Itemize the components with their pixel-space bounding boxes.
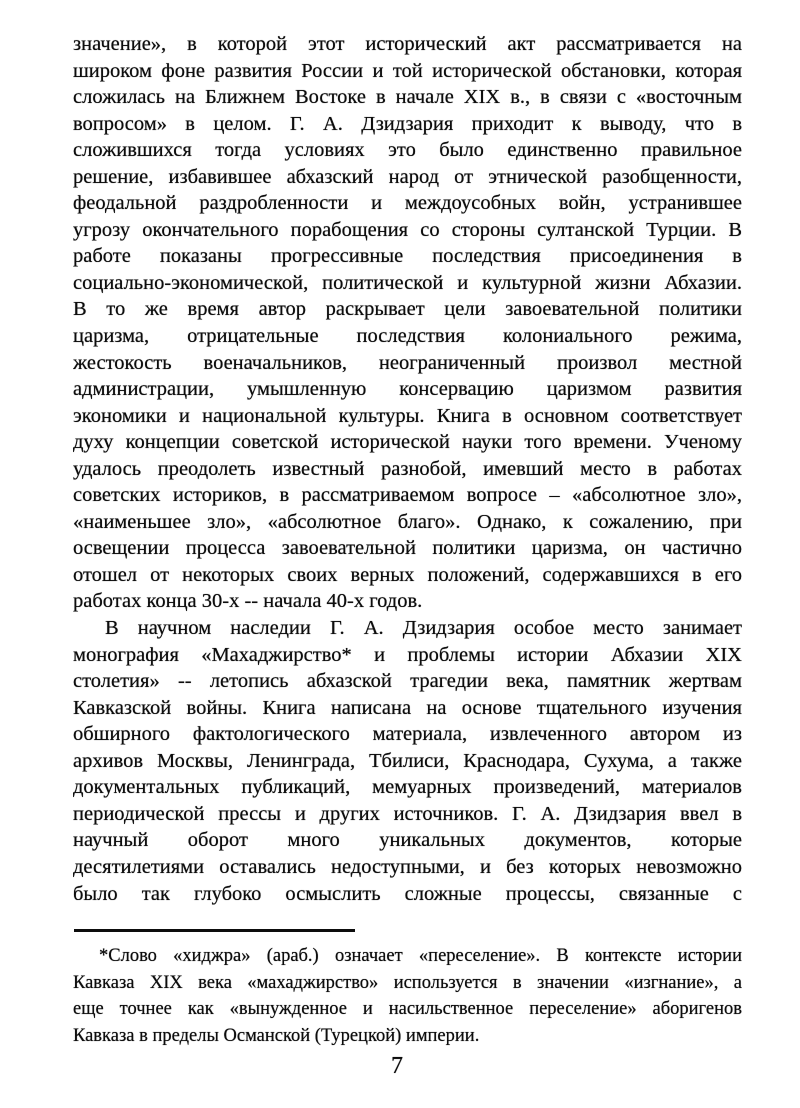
text-line: отошел от некоторых своих верных положений, содержавшихся в его <box>73 563 742 586</box>
text-line: жестокость военачальников, неограниченный произвол местной <box>73 351 742 374</box>
text-line: обширного фактологического материала, извлеченного автором из <box>73 723 742 746</box>
text-line: Кавказской войны. Книга написана на основе тщательного изучения <box>73 696 742 719</box>
text-line: угрозу окончательного порабощения со стороны султанской Турции. В <box>73 218 742 241</box>
text-line: В то же время автор раскрывает цели завоевательной политики <box>73 298 742 321</box>
text-line: сложилась на Ближнем Востоке в начале XIX в., в связи с «восточным <box>73 86 742 109</box>
text-line: научный оборот много уникальных документов, которые <box>73 829 742 852</box>
text-line: царизма, отрицательные последствия колониального режима, <box>73 325 742 348</box>
text-line: социально-экономической, политической и культурной жизни Абхазии. <box>73 271 742 294</box>
text-line: документальных публикаций, мемуарных произведений, материалов <box>73 776 742 799</box>
text-line: периодической прессы и других источников. Г. А. Дзидзария ввел в <box>73 802 742 825</box>
text-line: вопросом» в целом. Г. А. Дзидзария приходит к выводу, что в <box>73 112 742 135</box>
text-line: освещении процесса завоевательной политики царизма, он частично <box>73 537 742 560</box>
text-line: духу концепции советской исторической науки того времени. Ученому <box>73 431 742 454</box>
text-line: еще точнее как «вынужденное и насильственное переселение» аборигенов <box>73 999 742 1019</box>
main-text <box>73 31 742 907</box>
text-line: работах конца 30-х -- начала 40-х годов. <box>73 590 423 613</box>
text-line: монография «Махаджирство* и проблемы истории Абхазии XIX <box>73 643 742 666</box>
text-line: феодальной раздробленности и междоусобных войн, устранившее <box>73 192 742 215</box>
text-line: советских историков, в рассматриваемом вопросе – «абсолютное зло», <box>73 484 742 507</box>
text-line: Кавказа в пределы Османской (Турецкой) империи. <box>73 1025 480 1046</box>
text-line: широком фоне развития России и той исторической обстановки, которая <box>73 59 742 82</box>
text-line: экономики и национальной культуры. Книга в основном соответствует <box>73 404 742 427</box>
text-line: значение», в которой этот исторический акт рассматривается на <box>73 33 742 55</box>
text-line: удалось преодолеть известный разнобой, имевший место в работах <box>73 457 742 480</box>
footnote <box>73 943 742 1049</box>
text-line: архивов Москвы, Ленинграда, Тбилиси, Краснодара, Сухума, а также <box>73 749 742 772</box>
text-line: *Слово «хиджра» (араб.) означает «переселение». В контексте истории <box>99 946 742 966</box>
text-line: сложившихся тогда условиях это было единственно правильное <box>73 139 742 162</box>
text-line: Кавказа XIX века «махаджирство» используется в значении «изгнание», а <box>73 972 742 993</box>
text-line: «наименьшее зло», «абсолютное благо». Однако, к сожалению, при <box>73 510 742 533</box>
text-line: было так глубоко осмыслить сложные процессы, связанные с <box>73 882 742 905</box>
text-line: решение, избавившее абхазский народ от этнической разобщенности, <box>73 165 742 188</box>
footnote-separator <box>74 929 355 932</box>
text-line: столетия» -- летопись абхазской трагедии века, памятник жертвам <box>73 670 742 693</box>
text-line: В научном наследии Г. А. Дзидзария особое место занимает <box>105 617 742 640</box>
text-line: работе показаны прогрессивные последствия присоединения в <box>73 245 742 268</box>
text-line: администрации, умышленную консервацию царизмом развития <box>73 378 742 401</box>
text-line: десятилетиями оставались недоступными, и без которых невозможно <box>73 855 742 878</box>
page-number: 7 <box>391 1053 403 1079</box>
